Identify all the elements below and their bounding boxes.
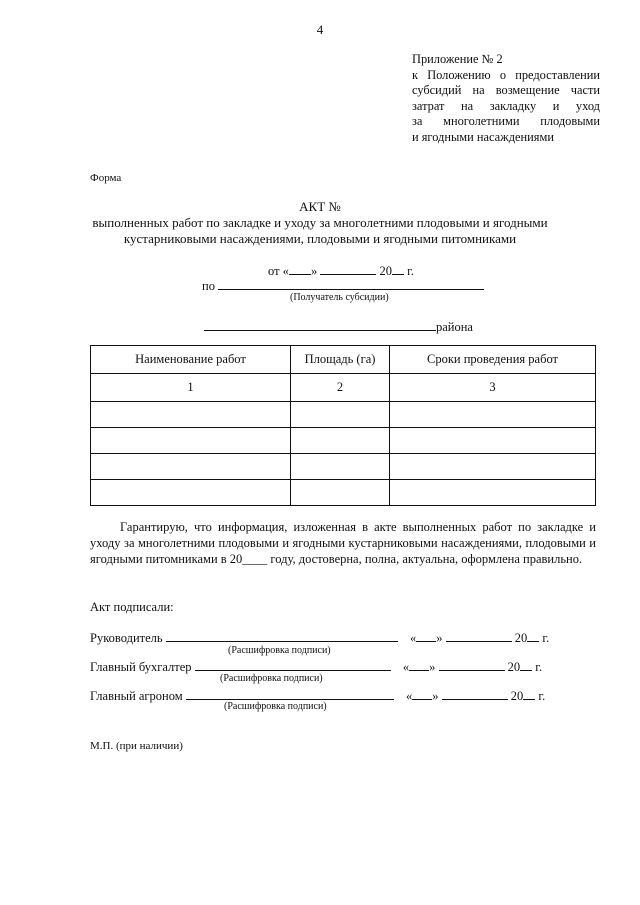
quote-open: «	[406, 689, 413, 703]
stamp-note: М.П. (при наличии)	[90, 740, 183, 752]
table-cell[interactable]	[390, 480, 596, 506]
table-row	[91, 480, 596, 506]
table-cell[interactable]	[91, 428, 291, 454]
sig-year: 20	[507, 660, 521, 674]
recipient-caption: (Получатель субсидии)	[290, 292, 389, 303]
table-cell[interactable]	[91, 480, 291, 506]
month-blank[interactable]	[442, 686, 508, 700]
year-blank[interactable]	[523, 686, 535, 700]
sig-suffix: г.	[542, 631, 550, 645]
table-cell[interactable]	[91, 402, 291, 428]
signature-blank[interactable]	[166, 628, 398, 642]
act-subtitle: выполненных работ по закладке и уходу за многолетними плодовыми и ягодными	[92, 215, 548, 230]
day-blank[interactable]	[289, 261, 311, 275]
signature-caption: (Расшифровка подписи)	[228, 645, 331, 656]
sig-suffix: г.	[535, 660, 543, 674]
works-table	[90, 345, 596, 506]
table-number-cell: 3	[390, 374, 596, 402]
guarantee-paragraph	[90, 520, 596, 567]
quote-close: »	[429, 660, 436, 674]
appendix-header	[412, 52, 600, 146]
table-cell[interactable]	[390, 428, 596, 454]
table-cell[interactable]	[91, 454, 291, 480]
signature-blank[interactable]	[186, 686, 394, 700]
signature-role: Главный бухгалтер	[90, 660, 192, 674]
sig-suffix: г.	[538, 689, 546, 703]
year-blank[interactable]	[392, 261, 404, 275]
signature-blank[interactable]	[195, 657, 391, 671]
sig-year: 20	[510, 689, 524, 703]
date-mid: »	[310, 264, 318, 278]
district-label: района	[436, 320, 473, 334]
page-number: 4	[316, 22, 324, 37]
act-title-block	[0, 199, 640, 247]
signature-caption: (Расшифровка подписи)	[220, 673, 323, 684]
year-blank[interactable]	[527, 628, 539, 642]
appendix-line: субсидий на возмещение части	[412, 83, 600, 98]
date-prefix: от «	[268, 264, 289, 278]
sig-year: 20	[514, 631, 528, 645]
quote-close: »	[432, 689, 439, 703]
signature-role: Главный агроном	[90, 689, 183, 703]
appendix-line: Приложение № 2	[412, 52, 503, 66]
form-label: Форма	[90, 172, 122, 184]
date-year: 20	[379, 264, 392, 278]
table-cell[interactable]	[291, 428, 390, 454]
table-header-cell: Наименование работ	[91, 346, 291, 374]
day-blank[interactable]	[416, 628, 436, 642]
guarantee-text: Гарантирую, что информация, изложенная в акте выполненных работ по закладке и уходу за многолетними плодовыми и ягодными кустарниковыми насаждениями, плодовыми и ягодными питомниками в 20____ году, достоверна, полна, актуальна, оформлена правильно.	[90, 520, 596, 566]
appendix-line: к Положению о предоставлении	[412, 67, 600, 82]
appendix-line: за многолетними плодовыми	[412, 114, 600, 129]
month-blank[interactable]	[320, 261, 376, 275]
table-cell[interactable]	[291, 402, 390, 428]
signed-label: Акт подписали:	[90, 600, 174, 614]
table-number-cell: 1	[91, 374, 291, 402]
signature-row	[90, 628, 549, 646]
table-header-cell: Сроки проведения работ	[390, 346, 596, 374]
signature-role: Руководитель	[90, 631, 163, 645]
recipient-blank[interactable]	[218, 276, 484, 290]
district-line	[204, 317, 473, 335]
day-blank[interactable]	[412, 686, 432, 700]
month-blank[interactable]	[439, 657, 505, 671]
table-row	[91, 402, 596, 428]
day-blank[interactable]	[409, 657, 429, 671]
table-number-row	[91, 374, 596, 402]
appendix-line: затрат на закладку и уход	[412, 98, 600, 113]
month-blank[interactable]	[446, 628, 512, 642]
quote-open: «	[402, 660, 410, 674]
table-cell[interactable]	[390, 454, 596, 480]
signature-caption: (Расшифровка подписи)	[224, 701, 327, 712]
act-subtitle: кустарниковыми насаждениями, плодовыми и ягодными питомниками	[123, 231, 517, 246]
appendix-line: и ягодными насаждениями	[412, 129, 554, 144]
quote-close: »	[436, 631, 443, 645]
table-row	[91, 454, 596, 480]
table-header-cell: Площадь (га)	[291, 346, 390, 374]
table-cell[interactable]	[291, 454, 390, 480]
po-label: по	[202, 279, 215, 293]
table-cell[interactable]	[390, 402, 596, 428]
table-cell[interactable]	[291, 480, 390, 506]
date-suffix: г.	[407, 264, 414, 278]
quote-open: «	[409, 631, 417, 645]
act-title: АКТ №	[299, 199, 341, 214]
year-blank[interactable]	[520, 657, 532, 671]
table-row	[91, 428, 596, 454]
table-number-cell: 2	[291, 374, 390, 402]
table-header-row	[91, 346, 596, 374]
district-blank[interactable]	[204, 317, 436, 331]
